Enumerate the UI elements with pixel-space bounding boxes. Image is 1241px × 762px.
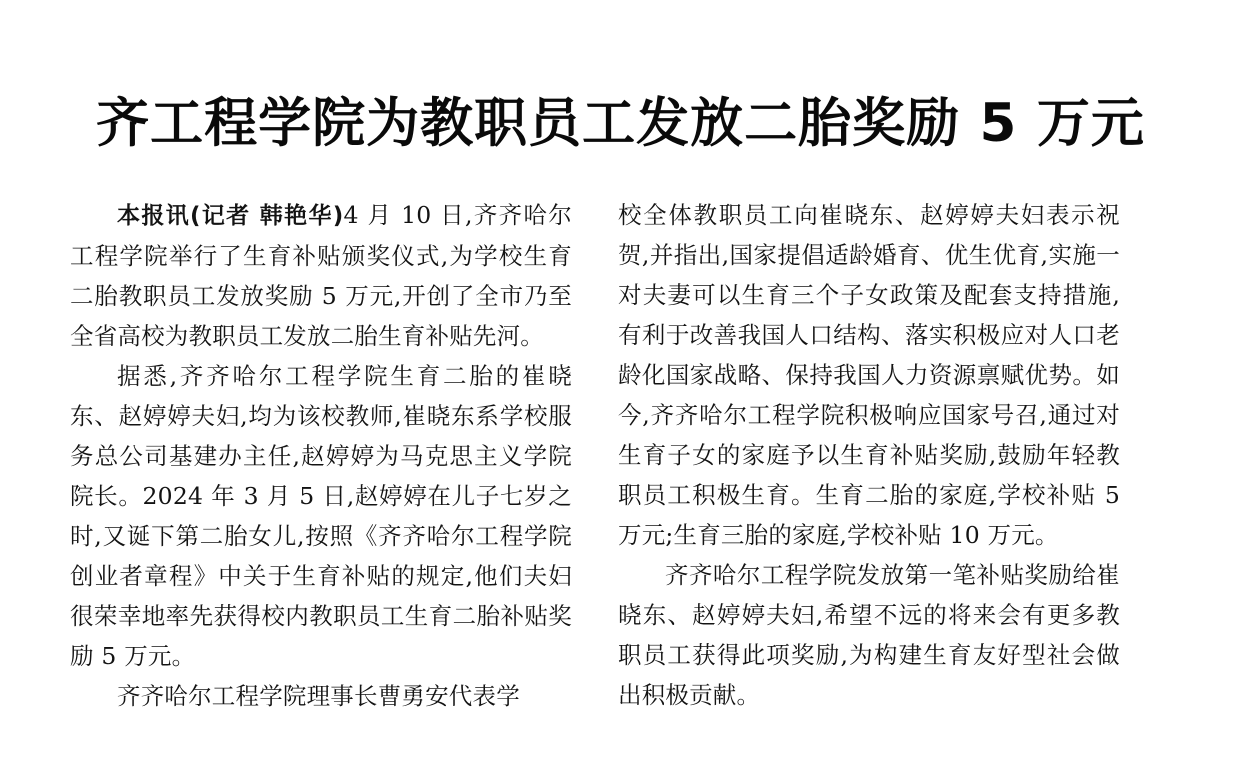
- article-columns: [0, 175, 1241, 716]
- column-left: [70, 195, 572, 716]
- paragraph-three-continued: 校全体教职员工向崔晓东、赵婷婷夫妇表示祝贺,并指出,国家提倡适龄婚育、优生优育,实施一对夫妻可以生育三个子女政策及配套支持措施,有利于改善我国人口结构、落实积极应对人口老龄化国家战略、保持我国人力资源禀赋优势。如今,齐齐哈尔工程学院积极响应国家号召,通过对生育子女的家庭予以生育补贴奖励,鼓励年轻教职员工积极生育。生育二胎的家庭,学校补贴 5 万元;生育三胎的家庭,学校补贴 10 万元。: [618, 201, 1120, 550]
- column-right: [618, 195, 1120, 716]
- paragraph-two: 据悉,齐齐哈尔工程学院生育二胎的崔晓东、赵婷婷夫妇,均为该校教师,崔晓东系学校服务总公司基建办主任,赵婷婷为马克思主义学院院长。2024 年 3 月 5 日,赵婷婷在儿子七岁之时,又诞下第二胎女儿,按照《齐齐哈尔工程学院创业者章程》中关于生育补贴的规定,他们夫妇很荣幸地率先获得校内教职员工生育二胎补贴奖励 5 万元。: [70, 362, 572, 671]
- paragraph-lead: [70, 195, 572, 356]
- lead-byline: 本报讯(记者 韩艳华): [117, 203, 344, 230]
- paragraph-four: 齐齐哈尔工程学院发放第一笔补贴奖励给崔晓东、赵婷婷夫妇,希望不远的将来会有更多教职员工获得此项奖励,为构建生育友好型社会做出积极贡献。: [618, 561, 1120, 710]
- paragraph-three-start: 齐齐哈尔工程学院理事长曹勇安代表学: [117, 682, 520, 711]
- page-title: 齐工程学院为教职员工发放二胎奖励 5 万元: [96, 93, 1145, 154]
- paragraph-lead-text: 4 月 10 日,齐齐哈尔工程学院举行了生育补贴颁奖仪式,为学校生育二胎教职员工发放奖励 5 万元,开创了全市乃至全省高校为教职员工发放二胎生育补贴先河。: [70, 201, 572, 351]
